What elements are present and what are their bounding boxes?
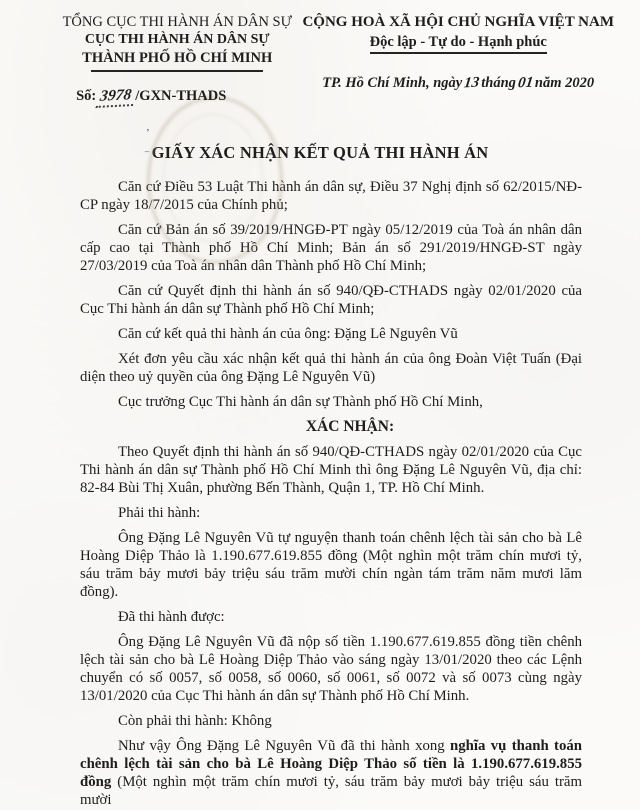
parent-agency-name: TỔNG CỤC THI HÀNH ÁN DÂN SỰ — [62, 14, 292, 30]
confirmation-label-must-execute: Phải thi hành: — [118, 505, 201, 521]
date-line — [302, 75, 614, 92]
national-motto-text: Độc lập - Tự do - Hạnh phúc — [370, 34, 547, 54]
national-title: CỘNG HOÀ XÃ HỘI CHỦ NGHĨA VIỆT NAM — [302, 14, 614, 30]
scan-speck: ’ — [146, 127, 150, 139]
final-paragraph — [80, 737, 582, 809]
final-post: (Một nghìn một trăm chín mươi tỷ, sáu trăm bảy mươi bảy triệu sáu trăm mười — [80, 774, 582, 808]
date-month-handwritten: 01 — [516, 74, 535, 92]
issuing-agency-block — [52, 13, 302, 107]
date-prefix: TP. Hồ Chí Minh, ngày — [322, 75, 463, 91]
preamble-paragraph-5: Xét đơn yêu cầu xác nhận kết quả thi hành án của ông Đoàn Việt Tuấn (Đại diện theo uỷ quyền của ông Đặng Lê Nguyên Vũ) — [80, 351, 582, 385]
section-heading: XÁC NHẬN: — [305, 418, 395, 435]
final-pre: Như vậy Ông Đặng Lê Nguyên Vũ đã thi hành xong — [118, 738, 451, 754]
document-body — [0, 163, 640, 809]
date-suffix: năm 2020 — [534, 75, 595, 91]
preamble-paragraph-6: Cục trưởng Cục Thi hành án dân sự Thành phố Hồ Chí Minh, — [118, 394, 483, 410]
preamble-paragraph-2: Căn cứ Bản án số 39/2019/HNGĐ-PT ngày 05/12/2019 của Toà án nhân dân cấp cao tại Thành phố Hồ Chí Minh; Bản án số 291/2019/HNGĐ-ST ngày 27/03/2019 của Toà án nhân dân Thành phố Hồ Chí Minh; — [80, 222, 582, 274]
preamble-paragraph-3: Căn cứ Quyết định thi hành án số 940/QĐ-CTHADS ngày 02/01/2020 của Cục Thi hành án dân sự Thành phố Hồ Chí Minh; — [80, 283, 582, 317]
confirmation-label-remaining: Còn phải thi hành: Không — [118, 713, 272, 729]
confirmation-label-executed: Đã thi hành được: — [118, 609, 225, 625]
confirmation-paragraph-1: Theo Quyết định thi hành án số 940/QĐ-CTHADS ngày 02/01/2020 của Cục Thi hành án dân sự Thành phố Hồ Chí Minh thì ông Đặng Lê Nguyên Vũ, địa chỉ: 82-84 Bùi Thị Xuân, phường Bến Thành, Quận 1, TP. Hồ Chí Minh. — [80, 444, 582, 496]
preamble-paragraph-4: Căn cứ kết quả thi hành án của ông: Đặng Lê Nguyên Vũ — [118, 326, 458, 342]
document-title: GIẤY XÁC NHẬN KẾT QUẢ THI HÀNH ÁN — [151, 143, 489, 162]
document-number-handwritten: 3978 — [96, 86, 136, 108]
confirmation-paragraph-payment: Ông Đặng Lê Nguyên Vũ đã nộp số tiền 1.190.677.619.855 đồng tiền chênh lệch tài sản cho bà Lê Hoàng Diệp Thảo vào sáng ngày 13/01/2020 theo các Lệnh chuyển có số 0057, số 0058, số 0060, số 0061, số 0072 và số 0073 cùng ngày 13/01/2020 của Cục Thi hành án dân sự Thành phố Hồ Chí Minh. — [80, 634, 582, 704]
national-motto — [302, 33, 614, 52]
agency-underline — [91, 70, 263, 72]
confirmation-paragraph-obligation: Ông Đặng Lê Nguyên Vũ tự nguyện thanh toán chênh lệch tài sản cho bà Lê Hoàng Diệp Thảo là 1.190.677.619.855 đồng (Một nghìn một trăm chín mươi tỷ, sáu trăm bảy mươi bảy triệu sáu trăm mười chín ngàn tám trăm năm mươi lăm đồng). — [80, 530, 582, 600]
faint-seal-watermark-inner — [163, 114, 263, 242]
document-number-suffix: /GXN-THADS — [135, 88, 227, 104]
document-number — [26, 87, 276, 107]
preamble-paragraph-1: Căn cứ Điều 53 Luật Thi hành án dân sự, Điều 37 Nghị định số 62/2015/NĐ-CP ngày 18/7/2015 của Chính phủ; — [80, 179, 582, 213]
national-header-block — [302, 13, 614, 107]
agency-city: THÀNH PHỐ HỒ CHÍ MINH — [82, 50, 273, 66]
date-mid: tháng — [481, 75, 516, 91]
date-day-handwritten: 13 — [463, 74, 481, 92]
agency-name: CỤC THI HÀNH ÁN DÂN SỰ — [84, 32, 270, 47]
document-header — [0, 0, 640, 107]
final-bold: nghĩa vụ thanh toán chênh lệch tài sản cho bà Lê Hoàng Diệp Thảo số tiền là 1.190.677.619.855 đồng — [80, 738, 583, 790]
document-number-label: Số: — [76, 88, 97, 104]
